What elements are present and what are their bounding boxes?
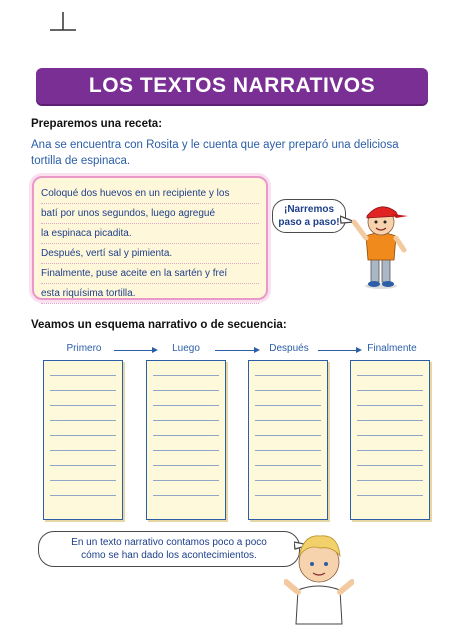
step-label-after: Después bbox=[269, 343, 309, 354]
speech-line: cómo se han dado los acontecimientos. bbox=[81, 550, 257, 561]
speech-bubble-summary bbox=[38, 531, 300, 567]
arrow-icon bbox=[114, 350, 156, 351]
speech-line: paso a paso! bbox=[278, 217, 340, 228]
speech-line: ¡Narremos bbox=[283, 204, 335, 215]
recipe-line: Después, vertí sal y pimienta. bbox=[41, 244, 259, 264]
recipe-line: esta riquísima tortilla. bbox=[41, 284, 259, 304]
blond-boy-illustration bbox=[284, 526, 354, 626]
step-label-first: Primero bbox=[66, 343, 102, 354]
speech-line: En un texto narrativo contamos poco a poco bbox=[71, 537, 267, 548]
recipe-heading: Preparemos una receta: bbox=[31, 118, 163, 130]
intro-text: Ana se encuentra con Rosita y le cuenta que ayer preparó una deliciosa tortilla de espinaca. bbox=[31, 139, 399, 167]
arrow-icon bbox=[215, 350, 258, 351]
crop-mark-icon bbox=[50, 12, 76, 36]
recipe-box bbox=[32, 176, 268, 300]
step-label-finally: Finalmente bbox=[367, 343, 417, 354]
step-label-then: Luego bbox=[172, 343, 200, 354]
title-banner bbox=[36, 68, 428, 104]
page-title: LOS TEXTOS NARRATIVOS bbox=[88, 74, 376, 97]
speech-bubble-narrate bbox=[272, 199, 346, 233]
sequence-heading: Veamos un esquema narrativo o de secuencia: bbox=[31, 319, 287, 331]
recipe-line: Coloqué dos huevos en un recipiente y los bbox=[41, 184, 259, 204]
sequence-panel-after bbox=[248, 360, 328, 520]
sequence-panel-first bbox=[43, 360, 123, 520]
arrow-icon bbox=[318, 350, 360, 351]
sequence-panel-finally bbox=[350, 360, 430, 520]
recipe-line: batí por unos segundos, luego agregué bbox=[41, 204, 259, 224]
boy-with-cap-illustration bbox=[352, 198, 414, 290]
recipe-line: Finalmente, puse aceite en la sartén y freí bbox=[41, 264, 259, 284]
sequence-panel-then bbox=[146, 360, 226, 520]
recipe-line: la espinaca picadita. bbox=[41, 224, 259, 244]
